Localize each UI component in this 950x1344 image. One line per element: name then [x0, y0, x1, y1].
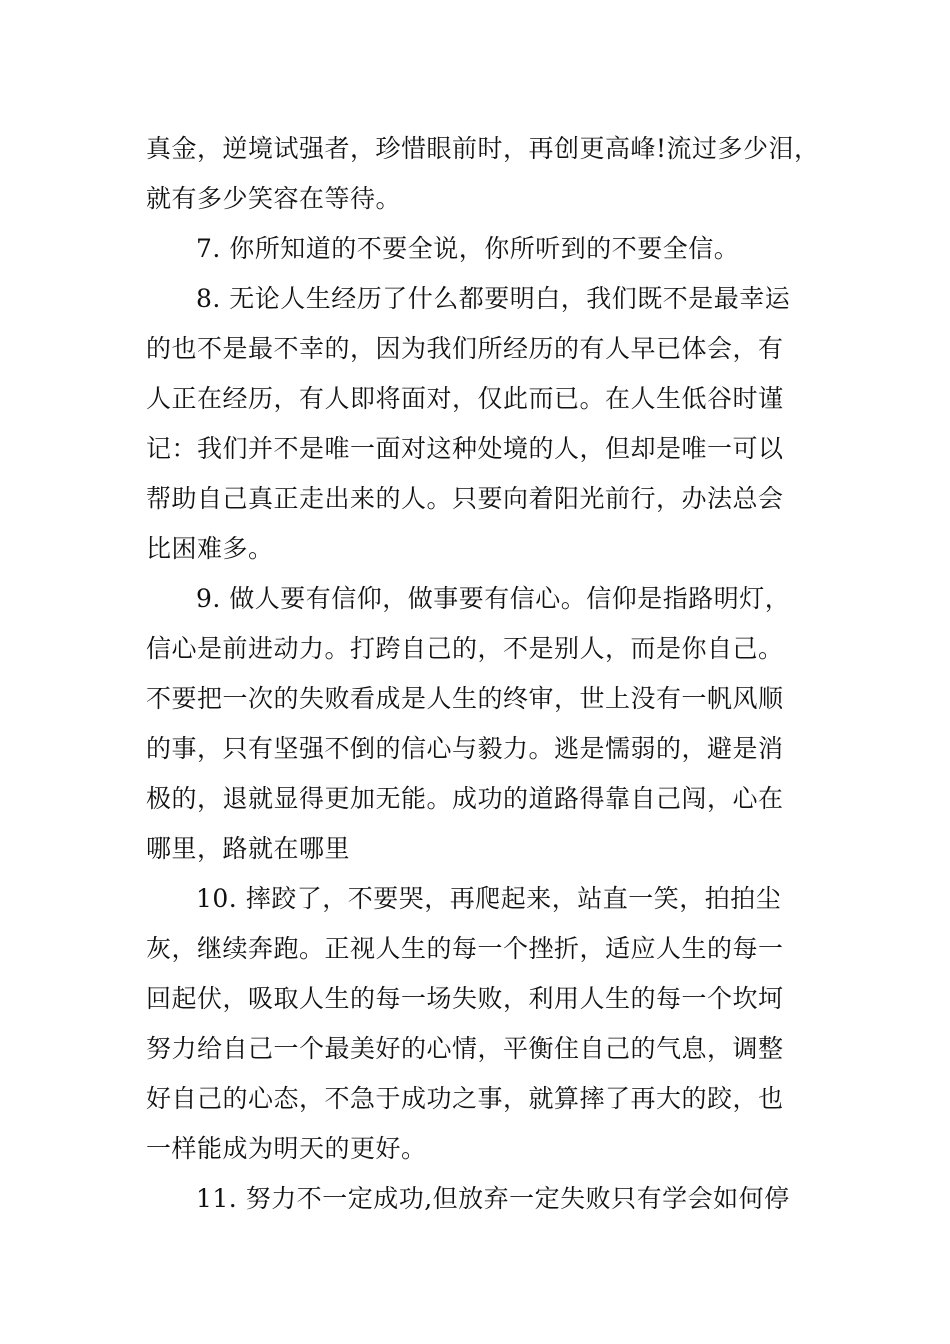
- list-item-8: 8. 无论人生经历了什么都要明白，我们既不是最幸运: [196, 284, 791, 313]
- text-line: 哪里，路就在哪里: [146, 834, 351, 863]
- list-item-9: 9. 做人要有信仰，做事要有信心。信仰是指路明灯，: [196, 584, 791, 613]
- text-line: 一样能成为明天的更好。: [146, 1134, 427, 1163]
- text-line: 的也不是最不幸的，因为我们所经历的有人早已体会，有: [146, 334, 784, 363]
- text-line: 不要把一次的失败看成是人生的终审，世上没有一帆风顺: [146, 684, 784, 713]
- text-line: 比困难多。: [146, 534, 274, 563]
- list-item-7: 7. 你所知道的不要全说，你所听到的不要全信。: [196, 234, 740, 263]
- list-item-10: 10. 摔跤了，不要哭，再爬起来，站直一笑，拍拍尘: [196, 884, 782, 913]
- text-line: 好自己的心态，不急于成功之事，就算摔了再大的跤，也: [146, 1084, 784, 1113]
- text-line: 灰，继续奔跑。正视人生的每一个挫折，适应人生的每一: [146, 934, 784, 963]
- list-item-11: 11. 努力不一定成功,但放弃一定失败只有学会如何停: [196, 1184, 790, 1213]
- text-line: 努力给自己一个最美好的心情，平衡住自己的气息，调整: [146, 1034, 784, 1063]
- text-line: 信心是前进动力。打跨自己的，不是别人，而是你自己。: [146, 634, 784, 663]
- text-line: 真金，逆境试强者，珍惜眼前时，再创更高峰!流过多少泪，: [146, 134, 820, 163]
- text-line: 记：我们并不是唯一面对这种处境的人，但却是唯一可以: [146, 434, 784, 463]
- text-line: 的事，只有坚强不倒的信心与毅力。逃是懦弱的，避是消: [146, 734, 784, 763]
- text-line: 人正在经历，有人即将面对，仅此而已。在人生低谷时谨: [146, 384, 784, 413]
- text-line: 极的，退就显得更加无能。成功的道路得靠自己闯，心在: [146, 784, 784, 813]
- text-line: 就有多少笑容在等待。: [146, 184, 402, 213]
- text-line: 回起伏，吸取人生的每一场失败，利用人生的每一个坎坷: [146, 984, 784, 1013]
- text-line: 帮助自己真正走出来的人。只要向着阳光前行，办法总会: [146, 484, 784, 513]
